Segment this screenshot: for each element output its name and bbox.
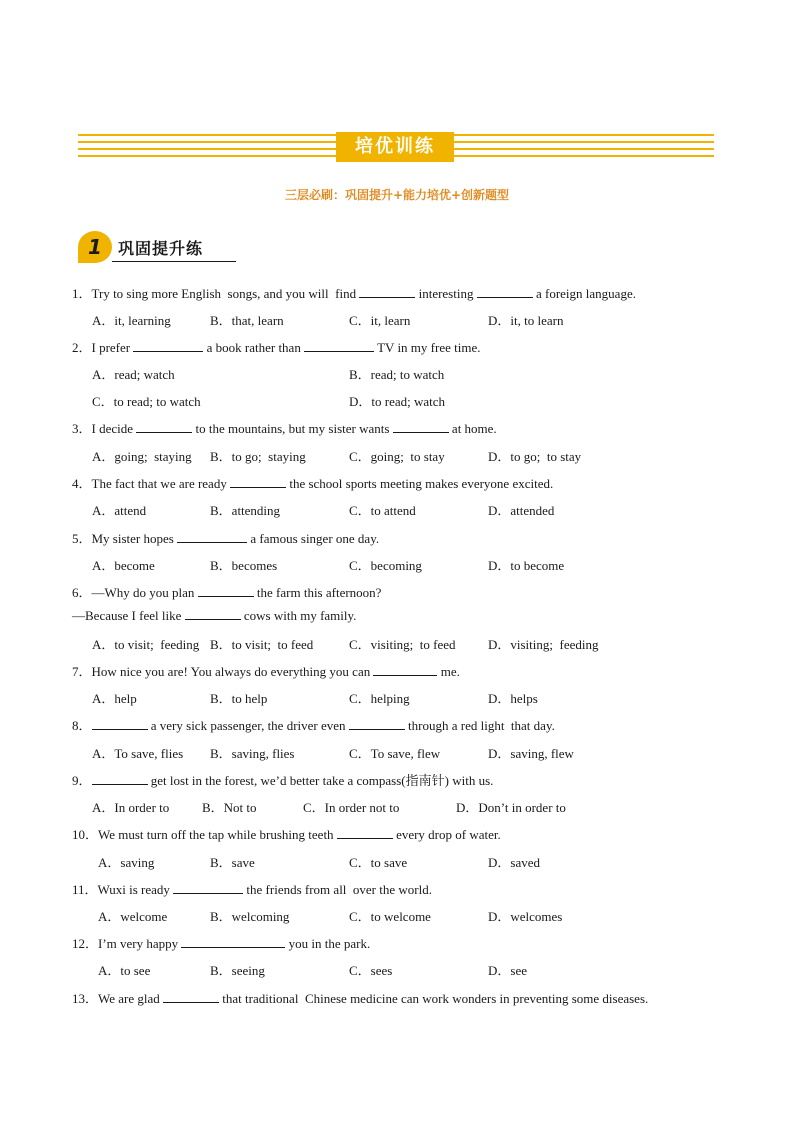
question-stem: 6．—Why do you plan the farm this afternoon? (72, 585, 382, 600)
option-b[interactable]: B．becomes (210, 558, 278, 573)
section-underline (112, 261, 236, 262)
answer-blank[interactable] (304, 340, 374, 352)
option-b[interactable]: B．attending (210, 503, 281, 518)
banner-title: 培优训练 (336, 132, 454, 162)
option-b[interactable]: B．welcoming (210, 909, 290, 924)
question-stem: 9． get lost in the forest, we’d better take a compass(指南针) with us. (72, 773, 494, 788)
answer-blank[interactable] (337, 827, 393, 839)
answer-blank[interactable] (477, 286, 533, 298)
question-stem: 2．I prefer a book rather than TV in my free time. (72, 340, 481, 355)
option-a[interactable]: A．to see (98, 963, 151, 978)
option-d[interactable]: D．visiting; feeding (488, 637, 599, 652)
option-d[interactable]: D．saving, flew (488, 746, 574, 761)
answer-blank[interactable] (185, 608, 241, 620)
option-b[interactable]: B．read; to watch (349, 367, 445, 382)
option-c[interactable]: C．To save, flew (349, 746, 441, 761)
question-stem: 4．The fact that we are ready the school sports meeting makes everyone excited. (72, 476, 554, 491)
option-c[interactable]: C．to read; to watch (92, 394, 201, 409)
option-b[interactable]: B．to help (210, 691, 268, 706)
answer-blank[interactable] (198, 585, 254, 597)
banner (78, 132, 714, 158)
option-b[interactable]: B．save (210, 855, 255, 870)
answer-blank[interactable] (173, 882, 243, 894)
answer-blank[interactable] (133, 340, 203, 352)
option-b[interactable]: B．seeing (210, 963, 265, 978)
option-b[interactable]: B．to go; staying (210, 449, 306, 464)
option-d[interactable]: D．see (488, 963, 527, 978)
answer-blank[interactable] (136, 421, 192, 433)
question-stem: 11．Wuxi is ready the friends from all over the world. (72, 882, 432, 897)
option-d[interactable]: D．it, to learn (488, 313, 564, 328)
answer-blank[interactable] (92, 718, 148, 730)
option-c[interactable]: C．sees (349, 963, 393, 978)
question-stem: 12．I’m very happy you in the park. (72, 936, 371, 951)
answer-blank[interactable] (163, 991, 219, 1003)
option-c[interactable]: C．to welcome (349, 909, 431, 924)
option-a[interactable]: A．going; staying (92, 449, 192, 464)
option-a[interactable]: A．attend (92, 503, 147, 518)
option-c[interactable]: C．it, learn (349, 313, 411, 328)
option-a[interactable]: A．read; watch (92, 367, 175, 382)
option-a[interactable]: A．To save, flies (92, 746, 184, 761)
answer-blank[interactable] (181, 936, 285, 948)
section-title: 巩固提升练 (118, 239, 204, 258)
option-d[interactable]: D．helps (488, 691, 538, 706)
option-c[interactable]: C．In order not to (303, 800, 400, 815)
answer-blank[interactable] (177, 531, 247, 543)
option-c[interactable]: C．becoming (349, 558, 422, 573)
question-stem: 8． a very sick passenger, the driver even through a red light that day. (72, 718, 555, 733)
option-d[interactable]: D．saved (488, 855, 540, 870)
option-a[interactable]: A．to visit; feeding (92, 637, 200, 652)
section-number: 1 (88, 235, 102, 259)
option-d[interactable]: D．to become (488, 558, 565, 573)
option-c[interactable]: C．helping (349, 691, 410, 706)
option-d[interactable]: D．to read; watch (349, 394, 446, 409)
option-c[interactable]: C．visiting; to feed (349, 637, 456, 652)
option-d[interactable]: D．welcomes (488, 909, 563, 924)
question-stem: 10．We must turn off the tap while brushing teeth every drop of water. (72, 827, 501, 842)
answer-blank[interactable] (230, 476, 286, 488)
option-b[interactable]: B．Not to (202, 800, 257, 815)
option-d[interactable]: D．Don’t in order to (456, 800, 566, 815)
question-stem-2: —Because I feel like cows with my family. (72, 608, 357, 623)
question-stem: 1．Try to sing more English songs, and you will find interesting a foreign language. (72, 286, 636, 301)
answer-blank[interactable] (393, 421, 449, 433)
question-stem: 3．I decide to the mountains, but my sister wants at home. (72, 421, 497, 436)
option-c[interactable]: C．to attend (349, 503, 416, 518)
option-a[interactable]: A．become (92, 558, 155, 573)
option-b[interactable]: B．to visit; to feed (210, 637, 314, 652)
page-subtitle: 三层必刷：巩固提升+能力培优+创新题型 (284, 188, 510, 202)
option-d[interactable]: D．to go; to stay (488, 449, 582, 464)
section-header (78, 231, 238, 265)
option-a[interactable]: A．welcome (98, 909, 168, 924)
question-stem: 5．My sister hopes a famous singer one day. (72, 531, 380, 546)
option-b[interactable]: B．that, learn (210, 313, 284, 328)
option-a[interactable]: A．it, learning (92, 313, 171, 328)
option-c[interactable]: C．going; to stay (349, 449, 445, 464)
option-a[interactable]: A．In order to (92, 800, 170, 815)
answer-blank[interactable] (359, 286, 415, 298)
option-a[interactable]: A．help (92, 691, 137, 706)
question-stem: 7．How nice you are! You always do everything you can me. (72, 664, 460, 679)
option-a[interactable]: A．saving (98, 855, 155, 870)
answer-blank[interactable] (92, 773, 148, 785)
option-d[interactable]: D．attended (488, 503, 555, 518)
answer-blank[interactable] (349, 718, 405, 730)
option-b[interactable]: B．saving, flies (210, 746, 295, 761)
question-stem: 13．We are glad that traditional Chinese medicine can work wonders in preventing some diseases. (72, 991, 649, 1006)
option-c[interactable]: C．to save (349, 855, 408, 870)
answer-blank[interactable] (373, 664, 437, 676)
